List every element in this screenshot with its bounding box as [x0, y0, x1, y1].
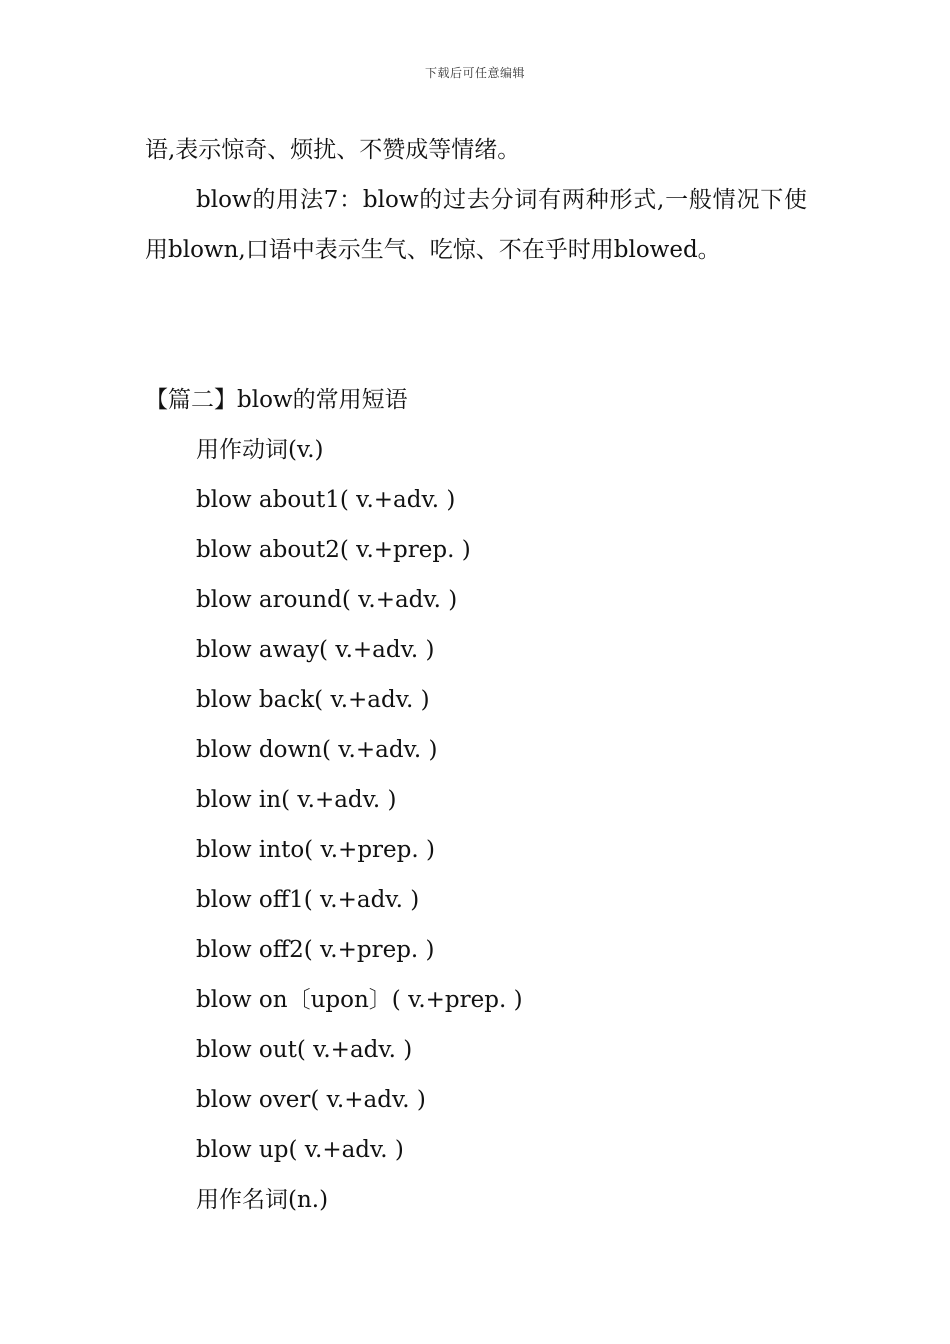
list-item: blow into( v.+prep. )	[196, 837, 435, 863]
list-item: blow on〔upon〕( v.+prep. )	[196, 987, 523, 1013]
list-item: blow down( v.+adv. )	[196, 737, 438, 763]
paragraph-continuation: 语,表示惊奇、烦扰、不赞成等情绪。	[145, 137, 521, 163]
list-item: blow around( v.+adv. )	[196, 587, 458, 613]
noun-heading: 用作名词(n.)	[196, 1187, 329, 1213]
list-item: blow up( v.+adv. )	[196, 1137, 404, 1163]
list-item: blow off2( v.+prep. )	[196, 937, 435, 963]
list-item: blow out( v.+adv. )	[196, 1037, 413, 1063]
section-common-phrases	[145, 375, 807, 1225]
list-item: blow over( v.+adv. )	[196, 1087, 426, 1113]
list-item: blow about2( v.+prep. )	[196, 537, 471, 563]
list-item: blow in( v.+adv. )	[196, 787, 397, 813]
verb-heading: 用作动词(v.)	[196, 437, 324, 463]
list-item: blow back( v.+adv. )	[196, 687, 430, 713]
verb-phrase-list	[145, 475, 807, 1175]
section-title: 【篇二】blow的常用短语	[145, 387, 408, 413]
list-item: blow off1( v.+adv. )	[196, 887, 420, 913]
page-header: 下载后可任意编辑	[424, 66, 525, 80]
list-item: blow about1( v.+adv. )	[196, 487, 456, 513]
paragraph-usage-7: blow的用法7：blow的过去分词有两种形式,一般情况下使用blown,口语中表示生气、吃惊、不在乎时用blowed。	[145, 187, 807, 263]
document-body	[145, 125, 807, 275]
list-item: blow away( v.+adv. )	[196, 637, 435, 663]
